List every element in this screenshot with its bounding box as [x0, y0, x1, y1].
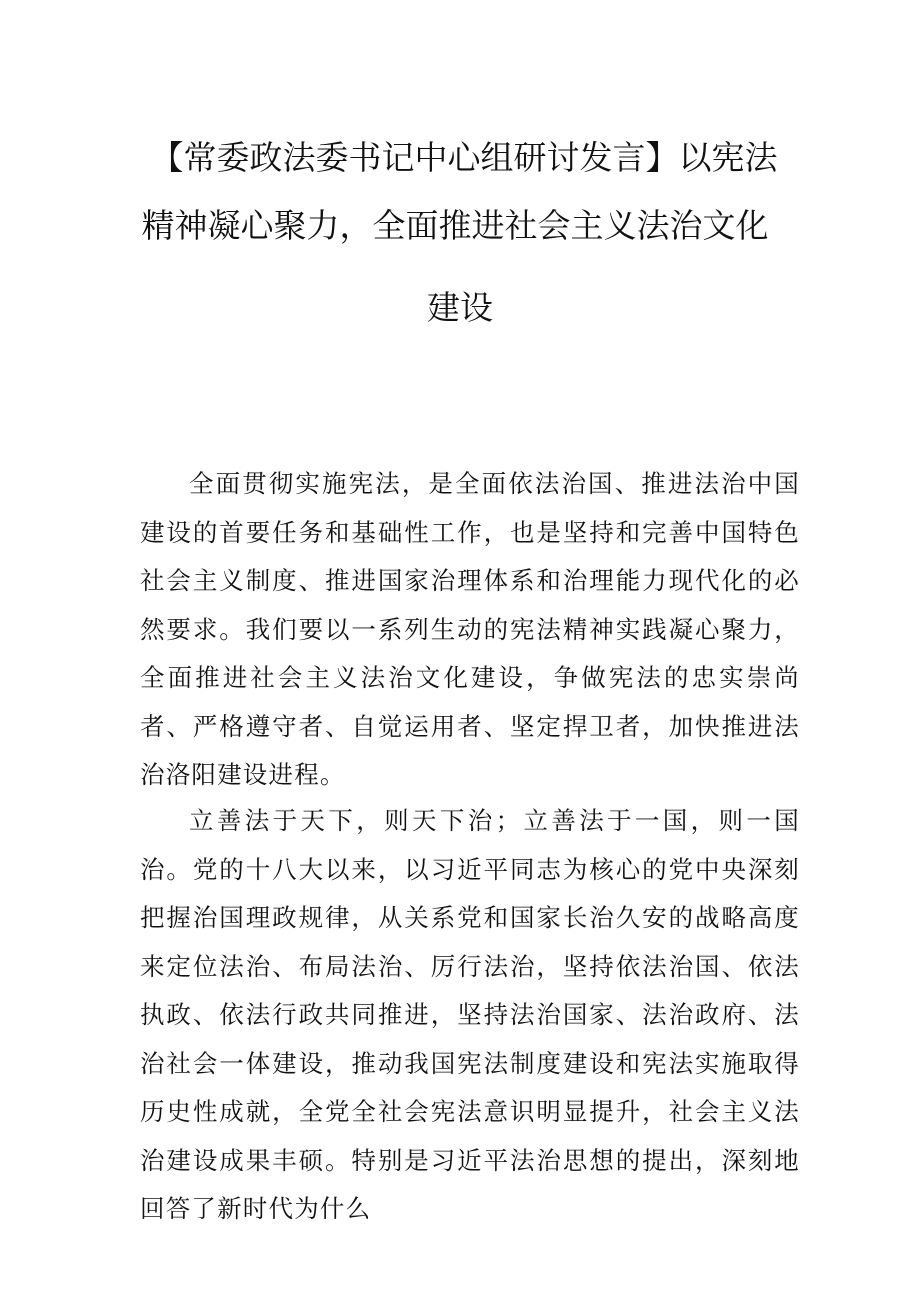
title-line-3: 建设	[427, 288, 493, 327]
body-paragraph-2: 立善法于天下，则天下治；立善法于一国，则一国治。党的十八大以来，以习近平同志为核心的党中央深刻把握治国理政规律，从关系党和国家长治久安的战略高度来定位法治、布局法治、厉行法治，坚持依法治国、依法执政、依法行政共同推进，坚持法治国家、法治政府、法治社会一体建设，推动我国宪法制度建设和宪法实施取得历史性成就，全党全社会宪法意识明显提升，社会主义法治建设成果丰硕。特别是习近平法治思想的提出，深刻地回答了新时代为什么	[140, 806, 800, 1223]
document-title	[0, 138, 920, 328]
title-line-1: 【常委政法委书记中心组研讨发言】以宪法	[150, 138, 778, 177]
title-line-2: 精神凝心聚力，全面推进社会主义法治文化	[141, 206, 769, 245]
body-paragraph-1: 全面贯彻实施宪法，是全面依法治国、推进法治中国建设的首要任务和基础性工作，也是坚持和完善中国特色社会主义制度、推进国家治理体系和治理能力现代化的必然要求。我们要以一系列生动的宪法精神实践凝心聚力，全面推进社会主义法治文化建设，争做宪法的忠实崇尚者、严格遵守者、自觉运用者、坚定捍卫者，加快推进法治洛阳建设进程。	[140, 469, 800, 789]
